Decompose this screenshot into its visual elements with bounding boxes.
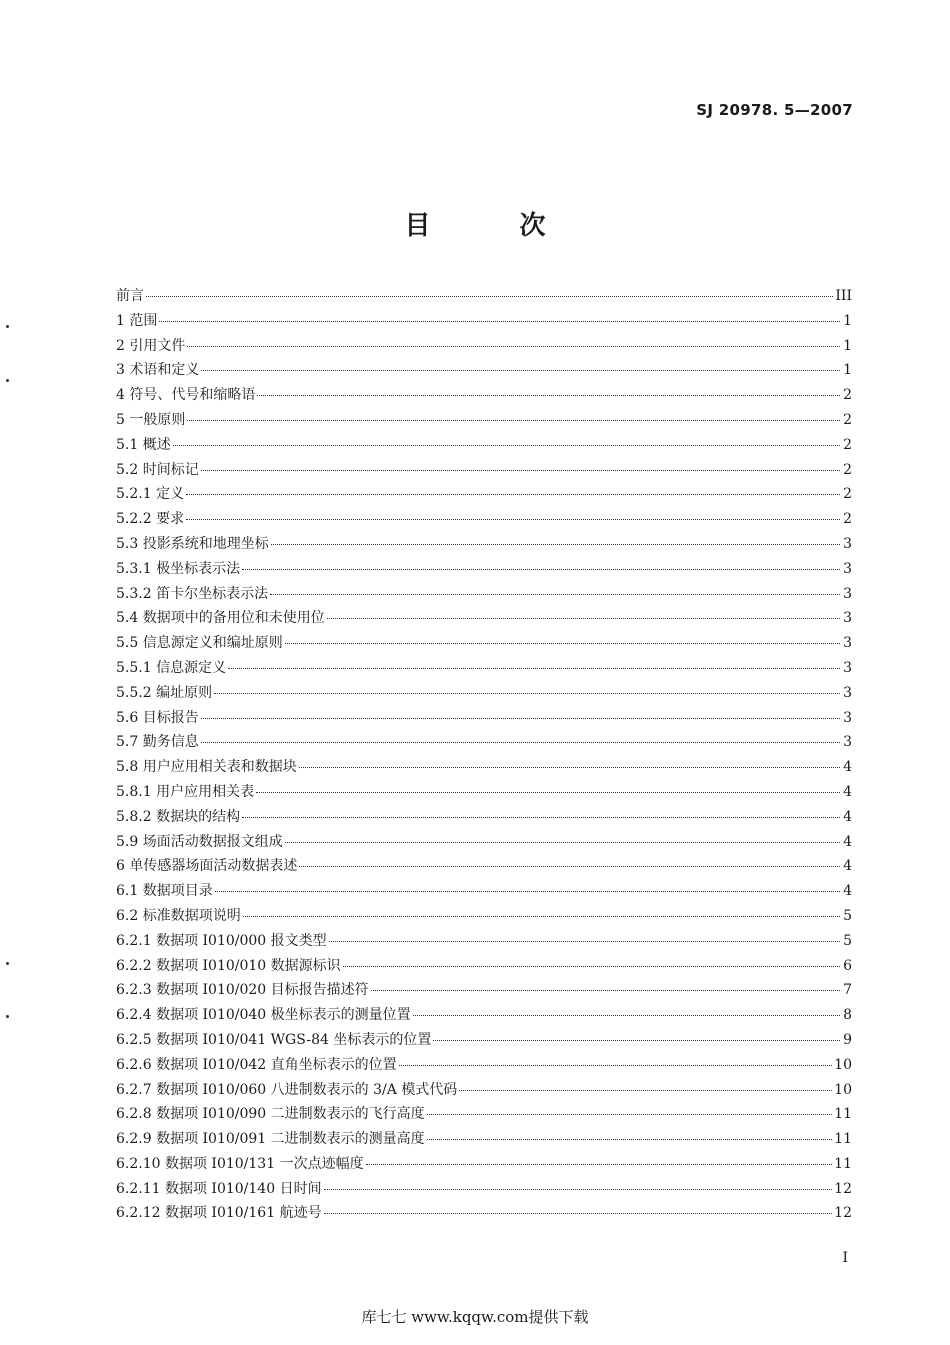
toc-entry <box>116 1028 852 1053</box>
toc-entry-page: 2 <box>843 486 852 503</box>
toc-leader-dots <box>327 618 840 619</box>
toc-entry-label: 6.2.4 数据项 I010/040 极坐标表示的测量位置 <box>116 1007 411 1024</box>
toc-leader-dots <box>242 569 840 570</box>
toc-entry-label: 6.2.10 数据项 I010/131 一次点迹幅度 <box>116 1155 364 1172</box>
toc-entry <box>116 482 852 507</box>
toc-entry <box>116 1003 852 1028</box>
toc-leader-dots <box>214 693 840 694</box>
toc-entry-label: 5.2 时间标记 <box>116 461 199 478</box>
toc-entry-label: 6.2.8 数据项 I010/090 二进制数表示的飞行高度 <box>116 1106 425 1123</box>
footer-watermark: 库七七 www.kqqw.com提供下载 <box>361 1308 589 1326</box>
toc-entry-page: 3 <box>843 635 852 652</box>
toc-leader-dots <box>285 842 840 843</box>
toc-entry-page: 3 <box>843 659 852 676</box>
toc-entry-page: 6 <box>843 957 852 974</box>
toc-entry <box>116 681 852 706</box>
toc-leader-dots <box>146 296 833 297</box>
toc-entry-page: 8 <box>843 1007 852 1024</box>
toc-entry <box>116 532 852 557</box>
toc-entry-label: 5.6 目标报告 <box>116 709 199 726</box>
toc-entry-page: 12 <box>834 1180 852 1197</box>
toc-leader-dots <box>201 742 840 743</box>
toc-entry-label: 6.2 标准数据项说明 <box>116 907 241 924</box>
toc-entry-label: 4 符号、代号和缩略语 <box>116 387 256 404</box>
toc-entry-page: 3 <box>843 560 852 577</box>
toc-entry-page: 12 <box>834 1205 852 1222</box>
toc-leader-dots <box>399 1065 833 1066</box>
toc-entry-label: 5.5 信息源定义和编址原则 <box>116 635 283 652</box>
toc-leader-dots <box>427 1114 833 1115</box>
toc-entry <box>116 904 852 929</box>
toc-entry <box>116 1053 852 1078</box>
toc-entry-label: 前言 <box>116 288 144 304</box>
toc-entry-label: 6.2.1 数据项 I010/000 报文类型 <box>116 932 327 949</box>
toc-entry-page: 10 <box>834 1081 852 1098</box>
toc-leader-dots <box>366 1164 833 1165</box>
toc-leader-dots <box>427 1139 833 1140</box>
toc-entry-page: 9 <box>843 1031 852 1048</box>
toc-entry <box>116 631 852 656</box>
toc-leader-dots <box>413 1015 840 1016</box>
toc-entry <box>116 1201 852 1226</box>
page-title: 目 次 <box>404 211 586 241</box>
toc-entry <box>116 929 852 954</box>
toc-entry-label: 5 一般原则 <box>116 411 186 428</box>
toc-entry <box>116 1152 852 1177</box>
toc-entry <box>116 284 852 309</box>
toc-entry-label: 3 术语和定义 <box>116 362 200 379</box>
toc-entry-page: 3 <box>843 585 852 602</box>
toc-entry <box>116 879 852 904</box>
toc-leader-dots <box>187 346 840 347</box>
toc-entry <box>116 1102 852 1127</box>
toc-entry <box>116 1078 852 1103</box>
toc-entry <box>116 780 852 805</box>
toc-leader-dots <box>257 395 840 396</box>
toc-entry-label: 5.4 数据项中的备用位和未使用位 <box>116 610 325 627</box>
toc-entry-label: 5.3 投影系统和地理坐标 <box>116 535 269 552</box>
toc-entry <box>116 433 852 458</box>
toc-entry-page: 5 <box>843 907 852 924</box>
toc-leader-dots <box>201 470 840 471</box>
toc-leader-dots <box>433 1040 840 1041</box>
toc-entry-label: 6.2.6 数据项 I010/042 直角坐标表示的位置 <box>116 1056 397 1073</box>
toc-leader-dots <box>187 420 840 421</box>
toc-leader-dots <box>324 1189 833 1190</box>
toc-entry-label: 6.2.11 数据项 I010/140 日时间 <box>116 1180 322 1197</box>
toc-entry-page: 2 <box>843 511 852 528</box>
toc-leader-dots <box>228 668 840 669</box>
toc-entry-label: 5.7 勤务信息 <box>116 734 199 751</box>
toc-leader-dots <box>215 891 840 892</box>
toc-entry-label: 5.8.1 用户应用相关表 <box>116 783 255 800</box>
toc-entry-label: 5.9 场面活动数据报文组成 <box>116 833 283 850</box>
toc-leader-dots <box>186 494 840 495</box>
toc-entry <box>116 730 852 755</box>
toc-entry-label: 1 范围 <box>116 312 158 329</box>
toc-leader-dots <box>324 1213 833 1214</box>
toc-entry-page: 4 <box>843 783 852 800</box>
toc-entry-page: 2 <box>843 411 852 428</box>
toc-leader-dots <box>173 445 840 446</box>
toc-entry <box>116 1127 852 1152</box>
toc-leader-dots <box>242 817 840 818</box>
toc-entry <box>116 830 852 855</box>
toc-entry <box>116 458 852 483</box>
toc-entry <box>116 755 852 780</box>
toc-entry-page: 11 <box>834 1106 852 1123</box>
toc-entry-label: 6.2.5 数据项 I010/041 WGS-84 坐标表示的位置 <box>116 1031 432 1048</box>
toc-leader-dots <box>186 519 840 520</box>
toc-entry-label: 6.2.9 数据项 I010/091 二进制数表示的测量高度 <box>116 1131 425 1148</box>
toc-entry <box>116 954 852 979</box>
scan-speck <box>6 325 9 328</box>
toc-entry-page: 2 <box>843 387 852 404</box>
toc-entry <box>116 358 852 383</box>
toc-entry <box>116 606 852 631</box>
toc-entry-label: 5.5.1 信息源定义 <box>116 659 227 676</box>
toc-entry-page: 4 <box>843 833 852 850</box>
toc-entry-label: 6.2.7 数据项 I010/060 八进制数表示的 3/A 模式代码 <box>116 1081 458 1098</box>
toc-entry-page: 1 <box>843 337 852 354</box>
toc-leader-dots <box>270 594 840 595</box>
toc-leader-dots <box>371 990 840 991</box>
toc-leader-dots <box>299 866 840 867</box>
toc-entry <box>116 507 852 532</box>
table-of-contents <box>116 284 852 1226</box>
toc-entry-label: 6 单传感器场面活动数据表述 <box>116 858 298 875</box>
toc-leader-dots <box>329 941 840 942</box>
toc-entry-page: 1 <box>843 362 852 379</box>
toc-entry-page: 3 <box>843 610 852 627</box>
toc-entry-label: 6.2.12 数据项 I010/161 航迹号 <box>116 1205 322 1222</box>
toc-leader-dots <box>201 718 840 719</box>
toc-entry-page: 2 <box>843 436 852 453</box>
toc-entry <box>116 408 852 433</box>
toc-entry-page: 11 <box>834 1131 852 1148</box>
toc-leader-dots <box>343 966 840 967</box>
toc-entry-label: 5.3.1 极坐标表示法 <box>116 560 241 577</box>
toc-entry-page: 4 <box>843 883 852 900</box>
toc-entry-label: 5.2.2 要求 <box>116 511 185 528</box>
toc-leader-dots <box>159 321 840 322</box>
toc-entry-page: 3 <box>843 734 852 751</box>
toc-entry-page: 10 <box>834 1056 852 1073</box>
toc-entry-label: 5.2.1 定义 <box>116 486 185 503</box>
toc-entry-label: 6.1 数据项目录 <box>116 883 213 900</box>
toc-entry-label: 2 引用文件 <box>116 337 186 354</box>
scan-speck <box>6 1015 9 1018</box>
scan-speck <box>6 379 9 382</box>
toc-entry <box>116 557 852 582</box>
toc-entry-page: III <box>835 288 852 304</box>
toc-entry-page: 11 <box>834 1155 852 1172</box>
toc-entry <box>116 805 852 830</box>
toc-entry-page: 7 <box>843 982 852 999</box>
toc-entry-page: 2 <box>843 461 852 478</box>
page-number: I <box>842 1250 848 1266</box>
toc-entry-page: 3 <box>843 684 852 701</box>
toc-entry <box>116 706 852 731</box>
toc-entry-label: 5.8 用户应用相关表和数据块 <box>116 759 297 776</box>
toc-entry <box>116 582 852 607</box>
toc-entry-label: 5.3.2 笛卡尔坐标表示法 <box>116 585 269 602</box>
toc-entry-label: 6.2.3 数据项 I010/020 目标报告描述符 <box>116 982 369 999</box>
toc-entry-page: 3 <box>843 709 852 726</box>
toc-entry <box>116 309 852 334</box>
toc-entry-label: 5.1 概述 <box>116 436 171 453</box>
document-code: SJ 20978. 5—2007 <box>696 101 853 119</box>
scan-speck <box>6 962 9 965</box>
toc-entry-page: 1 <box>843 312 852 329</box>
toc-entry-label: 5.8.2 数据块的结构 <box>116 808 241 825</box>
toc-entry-page: 3 <box>843 535 852 552</box>
toc-entry-label: 6.2.2 数据项 I010/010 数据源标识 <box>116 957 341 974</box>
toc-entry <box>116 1177 852 1202</box>
toc-entry <box>116 383 852 408</box>
toc-entry-label: 5.5.2 编址原则 <box>116 684 213 701</box>
toc-entry-page: 4 <box>843 858 852 875</box>
toc-leader-dots <box>256 792 840 793</box>
toc-entry <box>116 334 852 359</box>
toc-leader-dots <box>243 916 840 917</box>
toc-leader-dots <box>201 370 840 371</box>
toc-entry-page: 4 <box>843 759 852 776</box>
toc-entry <box>116 854 852 879</box>
toc-leader-dots <box>459 1090 832 1091</box>
toc-entry-page: 5 <box>843 932 852 949</box>
toc-entry <box>116 978 852 1003</box>
toc-entry <box>116 656 852 681</box>
toc-entry-page: 4 <box>843 808 852 825</box>
toc-leader-dots <box>271 544 840 545</box>
toc-leader-dots <box>285 643 840 644</box>
toc-leader-dots <box>299 767 840 768</box>
